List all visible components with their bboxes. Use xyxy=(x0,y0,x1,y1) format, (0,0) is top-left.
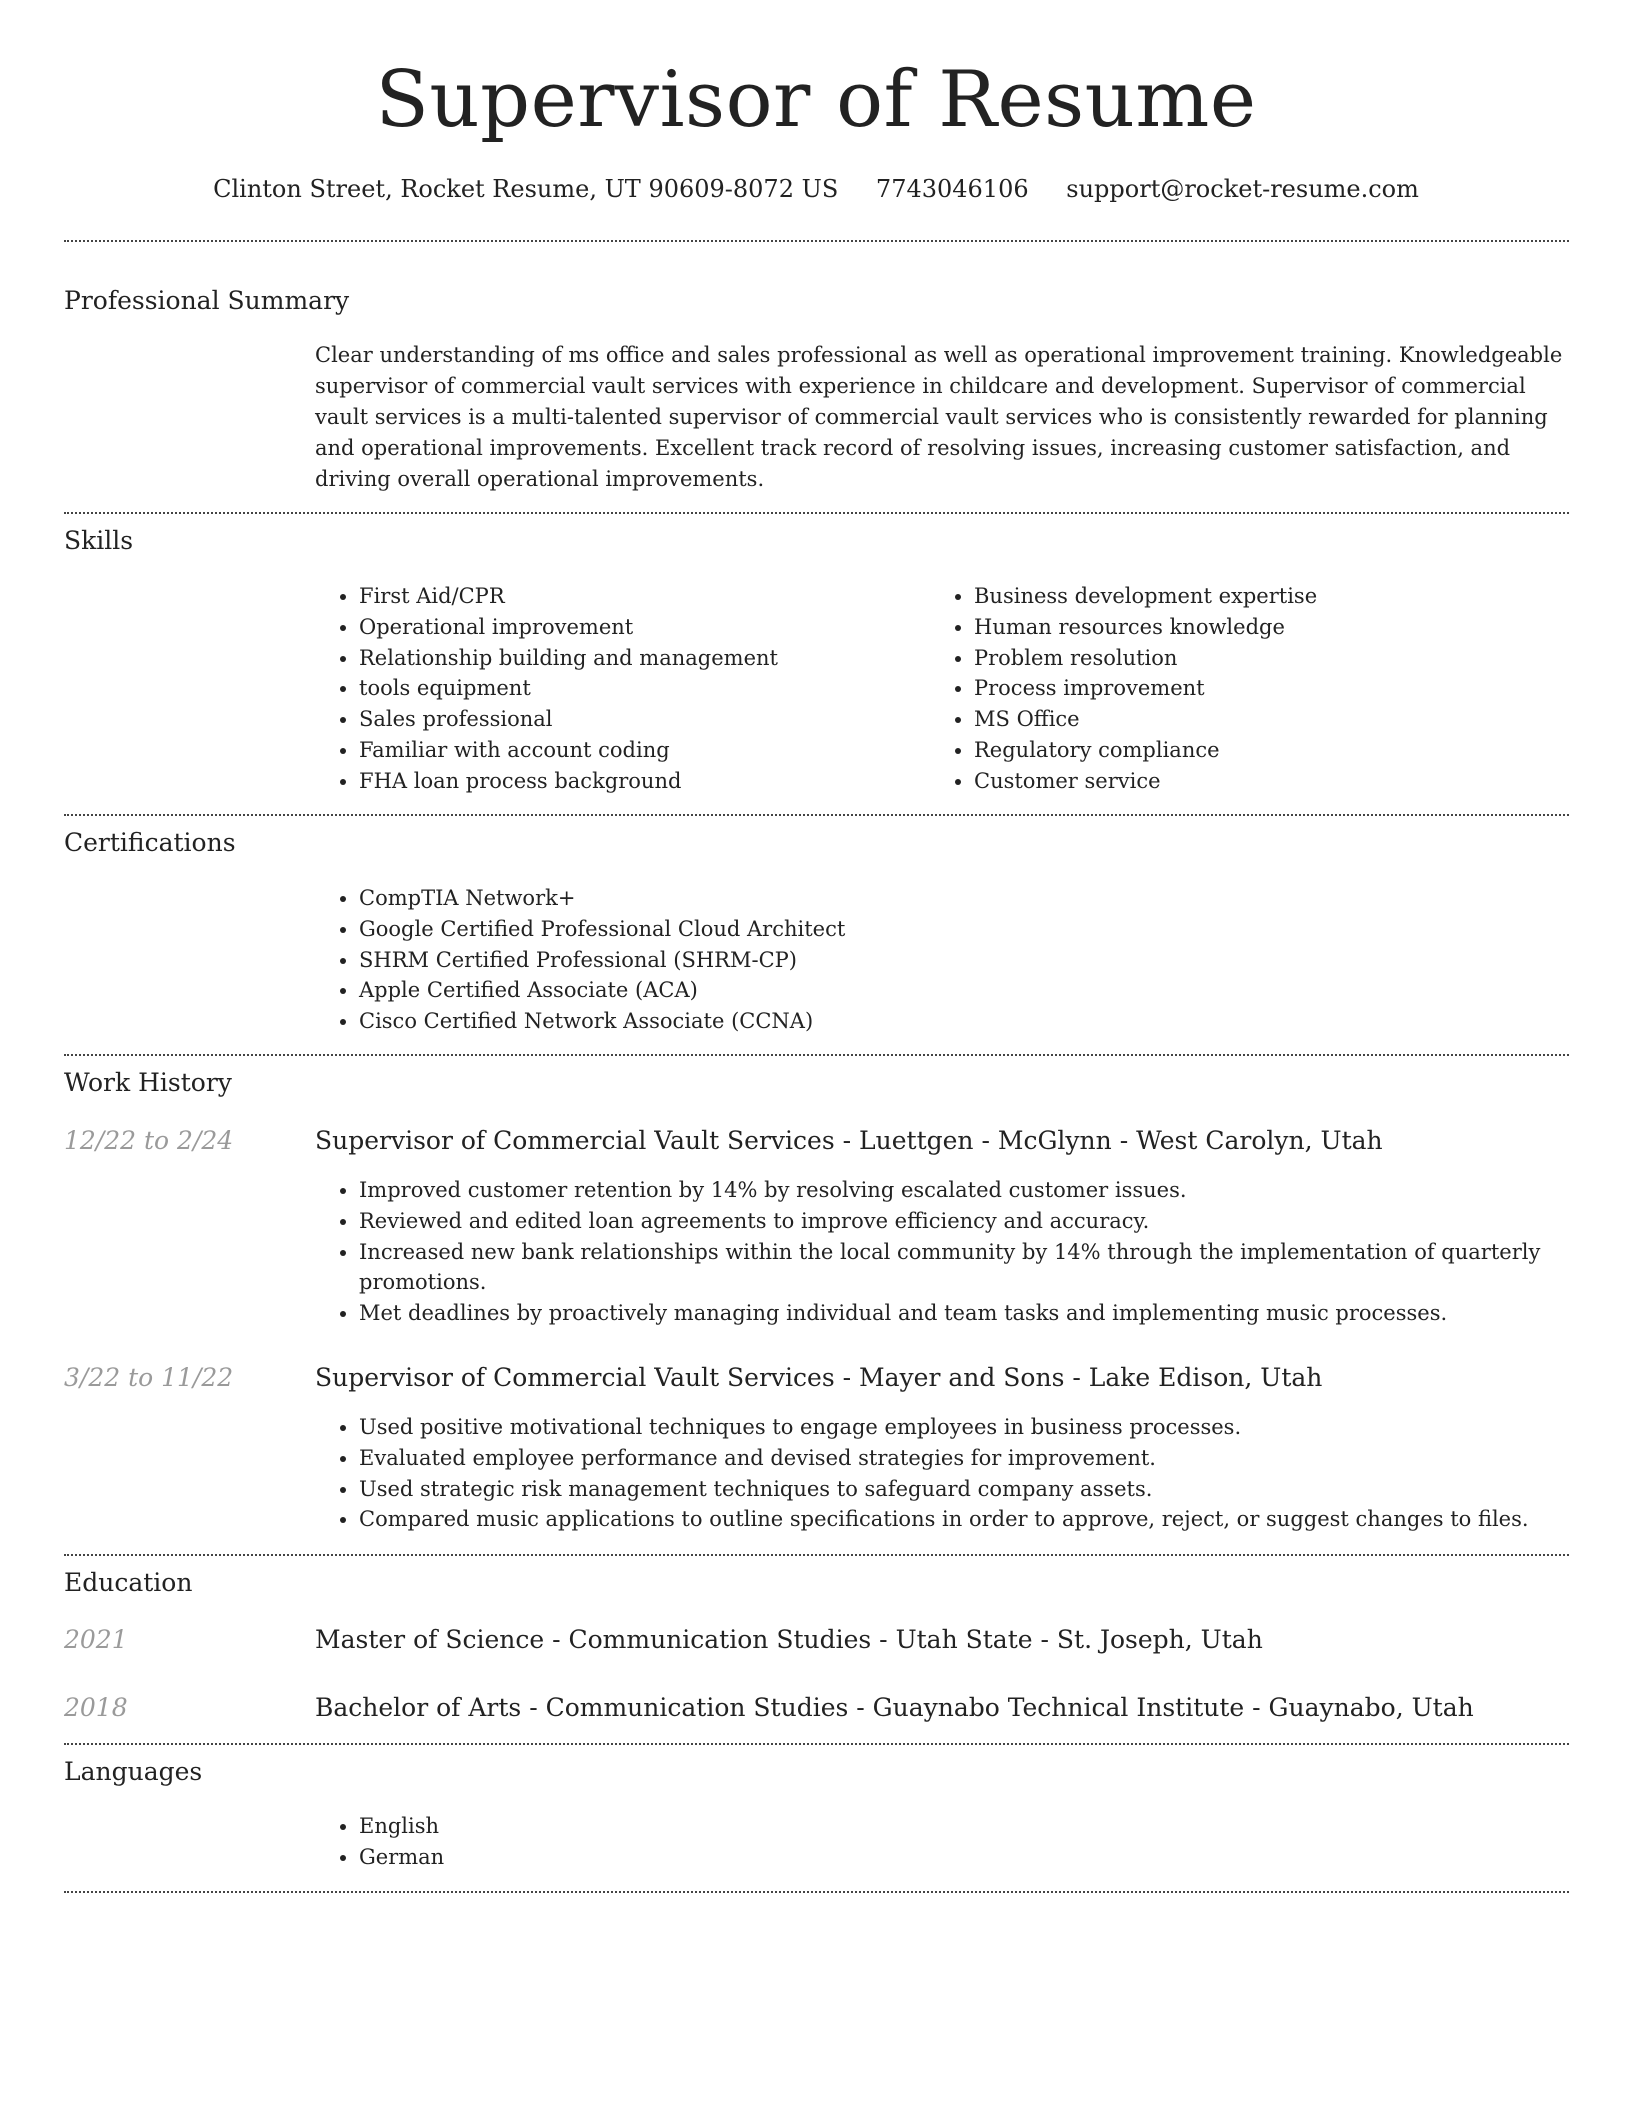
list-item: • FHA loan process background xyxy=(359,766,919,797)
contact-phone: 7743046106 xyxy=(875,175,1029,203)
list-item: • CompTIA Network+ xyxy=(359,883,1559,914)
list-item: • Reviewed and edited loan agreements to improve efficiency and accuracy. xyxy=(359,1206,1589,1237)
list-item: • Google Certified Professional Cloud Architect xyxy=(359,914,1559,945)
list-item: • MS Office xyxy=(974,704,1574,735)
education-school: Guaynabo Technical Institute xyxy=(872,1693,1245,1722)
list-item: • tools equipment xyxy=(359,673,919,704)
contact-line xyxy=(0,172,1632,206)
list-item: • Familiar with account coding xyxy=(359,735,919,766)
job-dates: 3/22 to 11/22 xyxy=(64,1363,234,1392)
job-location: Lake Edison, Utah xyxy=(1088,1363,1323,1392)
education-heading xyxy=(315,1623,1263,1657)
list-item: • Human resources knowledge xyxy=(974,612,1574,643)
summary-text: Clear understanding of ms office and sales professional as well as operational improvement training. Knowledgeable supervisor of commercial vault services with experience in childcare and development. Supervisor of commercial vault services is a multi-talented supervisor of commercial vault services who is consistently rewarded for planning and operational improvements. Excellent track record of resolving issues, increasing customer satisfaction, and driving overall operational improvements. xyxy=(315,343,1563,491)
certifications-list xyxy=(315,883,1559,1037)
list-item: • Process improvement xyxy=(974,673,1574,704)
contact-email: support@rocket-resume.com xyxy=(1066,175,1419,203)
resume-name: Supervisor of Resume xyxy=(375,55,1257,145)
education-field: Communication Studies xyxy=(545,1693,849,1722)
job-role: Supervisor of Commercial Vault Services xyxy=(315,1126,835,1155)
list-item: • Compared music applications to outline specifications in order to approve, reject, or suggest changes to files. xyxy=(359,1504,1589,1535)
list-item: • Sales professional xyxy=(359,704,919,735)
education-location: St. Joseph, Utah xyxy=(1056,1625,1263,1654)
list-item: • Increased new bank relationships within the local community by 14% through the implementation of quarterly promotions. xyxy=(359,1237,1589,1299)
education-year: 2018 xyxy=(64,1693,128,1722)
list-item: • Operational improvement xyxy=(359,612,919,643)
section-title-languages: Languages xyxy=(64,1757,203,1786)
job-dates: 12/22 to 2/24 xyxy=(64,1126,234,1155)
list-item: • Cisco Certified Network Associate (CCNA) xyxy=(359,1006,1559,1037)
list-item: • Apple Certified Associate (ACA) xyxy=(359,975,1559,1006)
list-item: • SHRM Certified Professional (SHRM-CP) xyxy=(359,945,1559,976)
list-item: • English xyxy=(359,1811,959,1842)
list-item: • Used positive motivational techniques to engage employees in business processes. xyxy=(359,1412,1589,1443)
separator: - xyxy=(834,1126,860,1155)
list-item: • Relationship building and management xyxy=(359,643,919,674)
separator: - xyxy=(521,1693,546,1722)
divider xyxy=(64,1054,1569,1056)
separator: - xyxy=(834,1363,860,1392)
education-field: Communication Studies xyxy=(568,1625,872,1654)
skills-list-right xyxy=(930,581,1574,797)
divider xyxy=(64,1743,1569,1745)
list-item: • Regulatory compliance xyxy=(974,735,1574,766)
job-company: Mayer and Sons xyxy=(859,1363,1065,1392)
separator: - xyxy=(848,1693,873,1722)
separator: - xyxy=(1032,1625,1057,1654)
list-item: • Problem resolution xyxy=(974,643,1574,674)
list-item: • Used strategic risk management techniques to safeguard company assets. xyxy=(359,1474,1589,1505)
job-bullets xyxy=(315,1412,1589,1535)
education-heading xyxy=(315,1691,1474,1725)
separator: - xyxy=(871,1625,896,1654)
job-role: Supervisor of Commercial Vault Services xyxy=(315,1363,835,1392)
section-title-skills: Skills xyxy=(64,526,134,555)
divider xyxy=(64,240,1569,242)
section-title-work-history: Work History xyxy=(64,1068,232,1097)
separator: - xyxy=(1244,1693,1269,1722)
separator: - xyxy=(1064,1363,1089,1392)
separator: - xyxy=(1111,1126,1137,1155)
list-item: • Evaluated employee performance and devised strategies for improvement. xyxy=(359,1443,1589,1474)
languages-list xyxy=(315,1811,959,1873)
job-bullets xyxy=(315,1175,1589,1329)
list-item: • Customer service xyxy=(974,766,1574,797)
divider xyxy=(64,814,1569,816)
section-title-summary: Professional Summary xyxy=(64,286,350,315)
job-heading xyxy=(315,1361,1322,1395)
education-location: Guaynabo, Utah xyxy=(1268,1693,1474,1722)
list-item: • Improved customer retention by 14% by resolving escalated customer issues. xyxy=(359,1175,1589,1206)
job-heading xyxy=(315,1124,1383,1158)
education-degree: Master of Science xyxy=(315,1625,545,1654)
contact-address: Clinton Street, Rocket Resume, UT 90609-8072 US xyxy=(213,175,839,203)
divider xyxy=(64,512,1569,514)
divider xyxy=(64,1554,1569,1556)
separator: - xyxy=(544,1625,569,1654)
section-title-education: Education xyxy=(64,1568,193,1597)
job-company: Luettgen - McGlynn xyxy=(859,1126,1112,1155)
education-school: Utah State xyxy=(895,1625,1033,1654)
section-title-certifications: Certifications xyxy=(64,828,236,857)
list-item: • Business development expertise xyxy=(974,581,1574,612)
education-degree: Bachelor of Arts xyxy=(315,1693,522,1722)
divider xyxy=(64,1891,1569,1893)
list-item: • German xyxy=(359,1842,959,1873)
list-item: • Met deadlines by proactively managing individual and team tasks and implementing music processes. xyxy=(359,1298,1589,1329)
list-item: • First Aid/CPR xyxy=(359,581,919,612)
education-year: 2021 xyxy=(64,1625,128,1654)
skills-list-left xyxy=(315,581,919,797)
job-location: West Carolyn, Utah xyxy=(1136,1126,1383,1155)
